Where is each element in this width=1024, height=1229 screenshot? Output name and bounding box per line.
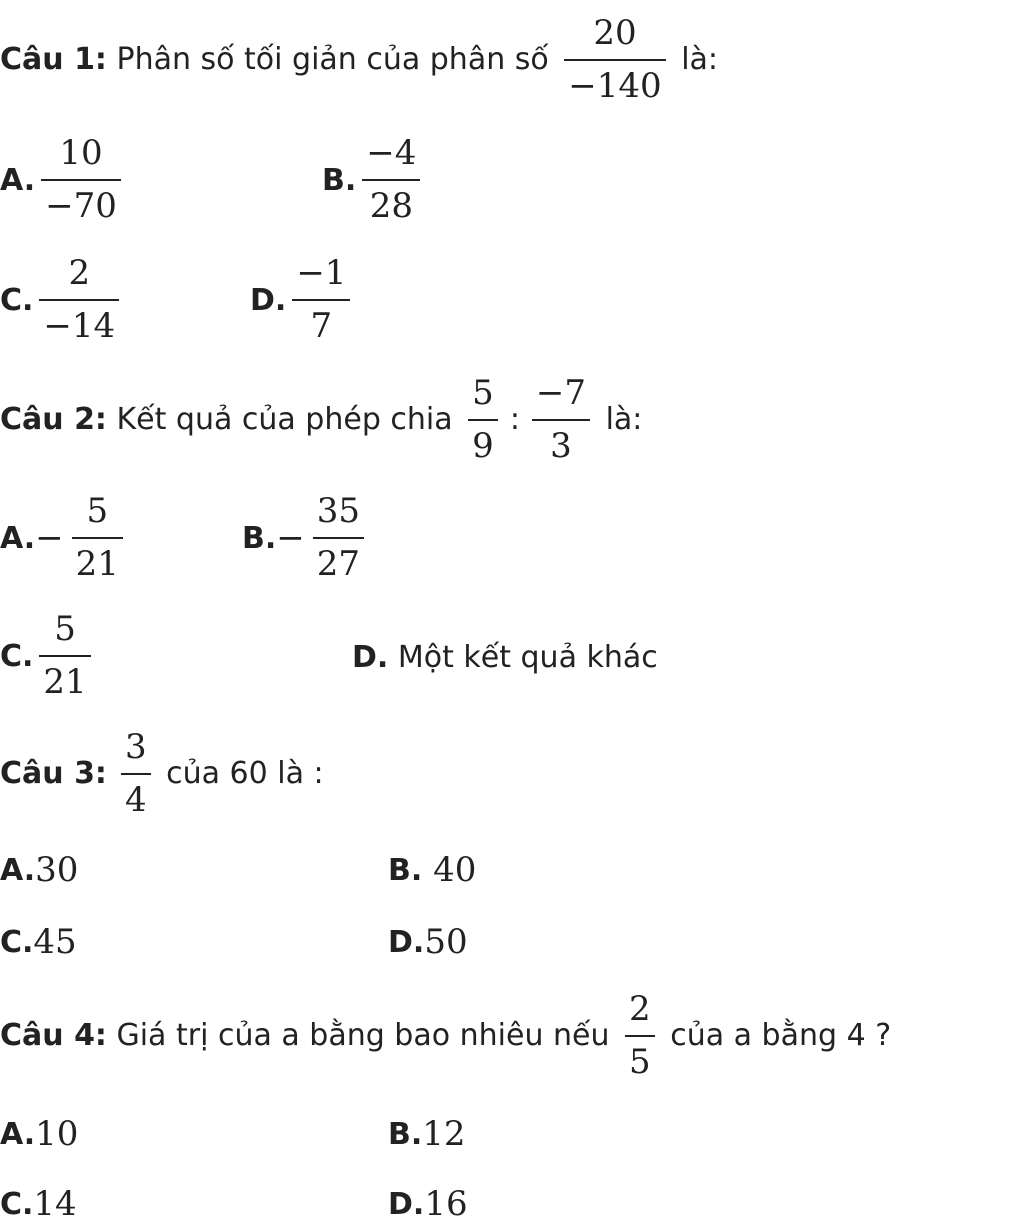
question-3-label: Câu 3:: [0, 756, 107, 792]
question-1-suffix: là:: [671, 42, 719, 78]
question-2-fraction-2: [532, 374, 590, 466]
fraction-numerator: 2: [68, 253, 91, 293]
question-4-label: Câu 4:: [0, 1018, 107, 1054]
option-value: 16: [424, 1184, 468, 1224]
fraction-numerator: 5: [54, 609, 76, 649]
question-2-fraction-1: [468, 374, 498, 466]
q1-option-c[interactable]: [0, 254, 125, 346]
fraction-numerator: −7: [535, 373, 587, 413]
q2-option-d[interactable]: [352, 640, 658, 675]
fraction-denominator: −70: [45, 186, 117, 227]
fraction-denominator: 5: [629, 1042, 651, 1083]
fraction-numerator: 10: [59, 133, 103, 173]
option-value: 14: [33, 1184, 77, 1224]
option-value: 45: [33, 922, 77, 962]
fraction-bar: [121, 773, 151, 775]
q3-option-b[interactable]: [388, 850, 476, 890]
question-3-fraction: [121, 728, 151, 820]
q4-option-b[interactable]: [388, 1114, 466, 1154]
fraction-bar: [41, 179, 121, 181]
q2-option-c[interactable]: [0, 610, 97, 702]
fraction-denominator: 27: [316, 544, 361, 585]
minus-sign: −: [35, 518, 64, 559]
option-letter: C.: [0, 638, 34, 674]
fraction-denominator: −140: [568, 66, 662, 107]
fraction-denominator: 21: [43, 662, 87, 703]
fraction-denominator: 9: [472, 426, 494, 467]
question-3: [0, 728, 324, 820]
fraction-bar: [292, 299, 350, 301]
question-2-label: Câu 2:: [0, 402, 107, 438]
fraction-denominator: 3: [550, 426, 572, 467]
option-value: 30: [35, 850, 79, 890]
q1-option-a[interactable]: [0, 134, 127, 226]
question-1-label: Câu 1:: [0, 42, 107, 78]
question-1-text: Phân số tối giản của phân số: [106, 42, 559, 78]
question-2-text: Kết quả của phép chia: [106, 402, 463, 438]
q1-option-d[interactable]: [250, 254, 356, 346]
option-fraction: [292, 254, 350, 346]
fraction-numerator: 5: [472, 373, 494, 413]
option-letter: B.: [242, 520, 277, 556]
option-letter: B.: [322, 162, 357, 198]
fraction-bar: [532, 419, 590, 421]
option-letter: D.: [352, 640, 389, 675]
option-letter: D.: [388, 924, 425, 960]
q2-option-b[interactable]: [242, 492, 370, 584]
fraction-numerator: −4: [366, 133, 417, 173]
option-fraction: [39, 610, 90, 702]
question-3-suffix: của 60 là :: [156, 756, 324, 792]
fraction-denominator: −14: [43, 306, 116, 347]
fraction-bar: [39, 299, 119, 301]
q3-option-d[interactable]: [388, 922, 468, 962]
fraction-numerator: 20: [593, 13, 637, 53]
minus-sign: −: [276, 518, 305, 559]
option-letter: C.: [0, 282, 34, 318]
fraction-denominator: 21: [75, 544, 119, 585]
option-letter: D.: [388, 1186, 425, 1222]
option-letter: C.: [0, 1186, 34, 1222]
fraction-bar: [39, 655, 90, 657]
option-fraction: [313, 492, 364, 584]
question-4-suffix: của a bằng 4 ?: [660, 1018, 892, 1054]
question-1: [0, 14, 718, 106]
q4-option-c[interactable]: [0, 1184, 77, 1224]
fraction-numerator: 3: [124, 727, 147, 767]
option-letter: B.: [388, 852, 423, 888]
option-value: 10: [35, 1114, 79, 1154]
option-fraction: [362, 134, 420, 226]
option-letter: A.: [0, 852, 36, 888]
option-letter: D.: [250, 282, 287, 318]
fraction-denominator: 7: [310, 306, 333, 347]
option-fraction: [39, 254, 119, 346]
fraction-bar: [313, 537, 364, 539]
fraction-bar: [468, 419, 498, 421]
q3-option-c[interactable]: [0, 922, 77, 962]
option-letter: C.: [0, 924, 34, 960]
option-letter: A.: [0, 520, 36, 556]
question-1-fraction: [564, 14, 665, 106]
fraction-bar: [72, 537, 123, 539]
q1-option-b[interactable]: [322, 134, 426, 226]
fraction-bar: [564, 59, 665, 61]
q4-option-d[interactable]: [388, 1184, 468, 1224]
option-text: Một kết quả khác: [388, 640, 658, 675]
q4-option-a[interactable]: [0, 1114, 78, 1154]
fraction-numerator: 35: [316, 491, 361, 531]
question-4-text: Giá trị của a bằng bao nhiêu nếu: [106, 1018, 620, 1054]
option-value: 50: [424, 922, 468, 962]
fraction-denominator: 28: [369, 186, 413, 227]
option-value: 40: [422, 850, 477, 890]
option-fraction: [72, 492, 123, 584]
option-letter: A.: [0, 162, 36, 198]
question-4: [0, 990, 891, 1082]
option-value: 12: [422, 1114, 466, 1154]
option-fraction: [41, 134, 121, 226]
question-2-suffix: là:: [596, 402, 643, 438]
option-letter: A.: [0, 1116, 36, 1152]
question-4-fraction: [625, 990, 655, 1082]
fraction-denominator: 4: [124, 780, 147, 821]
q2-option-a[interactable]: [0, 492, 129, 584]
division-operator: :: [509, 402, 520, 438]
fraction-bar: [625, 1035, 655, 1037]
fraction-bar: [362, 179, 420, 181]
q3-option-a[interactable]: [0, 850, 78, 890]
option-letter: B.: [388, 1116, 423, 1152]
question-2: [0, 374, 642, 466]
fraction-numerator: 5: [86, 491, 109, 531]
fraction-numerator: −1: [296, 253, 347, 293]
fraction-numerator: 2: [629, 989, 651, 1029]
